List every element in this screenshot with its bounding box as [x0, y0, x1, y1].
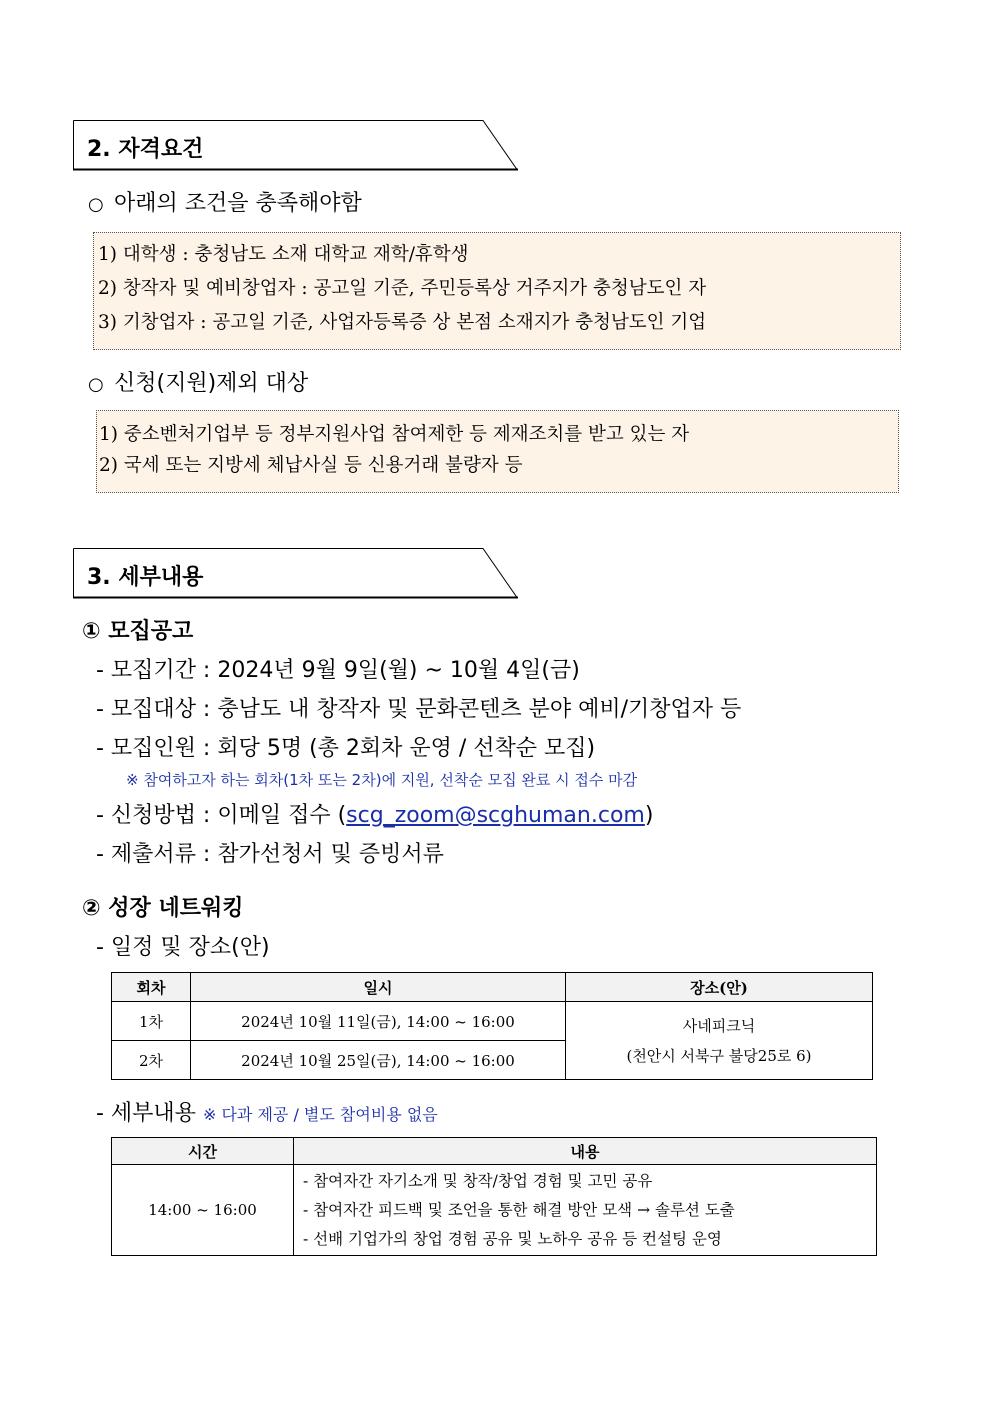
- section-2-title: 2. 자격요건: [87, 137, 204, 162]
- detail-label-line: [96, 1096, 438, 1127]
- recruit-count: - 모집인원 : 회당 5명 (총 2회차 운영 / 선착순 모집): [96, 736, 596, 761]
- detail-label: - 세부내용: [96, 1101, 196, 1126]
- email-link[interactable]: scg_zoom@scghuman.com: [346, 803, 645, 828]
- round-cell: 2차: [112, 1041, 191, 1080]
- condition-item: 3) 기창업자 : 공고일 기준, 사업자등록증 상 본점 소재지가 충청남도인 기업: [98, 312, 707, 333]
- recruit-documents: - 제출서류 : 참가선청서 및 증빙서류: [96, 842, 444, 867]
- recruit-period: - 모집기간 : 2024년 9월 9일(월) ~ 10월 4일(금): [96, 658, 580, 683]
- section-2-header: [73, 120, 518, 170]
- recruit-count-note: ※ 참여하고자 하는 회차(1차 또는 2차)에 지원, 선착순 모집 완료 시 접수 마감: [126, 771, 638, 789]
- venue-name: 사네피크닉: [682, 1016, 756, 1035]
- networking-heading: ② 성장 네트워킹: [82, 896, 244, 921]
- detail-note: ※ 다과 제공 / 별도 참여비용 없음: [202, 1105, 438, 1124]
- recruit-method-prefix: - 신청방법 : 이메일 접수 (: [96, 803, 347, 828]
- recruit-target: - 모집대상 : 충남도 내 창작자 및 문화콘텐츠 분야 예비/기창업자 등: [96, 697, 742, 722]
- table-row: [112, 1002, 873, 1041]
- content-item: - 참여자간 피드백 및 조언을 통한 해결 방안 모색 → 솔루션 도출: [303, 1200, 735, 1219]
- recruit-method-suffix: ): [644, 803, 654, 828]
- circle-bullet-icon: ○: [88, 374, 104, 395]
- round-cell: 1차: [112, 1002, 191, 1041]
- exclusions-box: [96, 410, 899, 493]
- conditions-heading-text: 아래의 조건을 충족해야함: [114, 191, 362, 216]
- col-header-content: 내용: [294, 1138, 877, 1165]
- col-header-round: 회차: [112, 973, 191, 1002]
- section-3-header: [73, 548, 518, 598]
- content-item: - 참여자간 자기소개 및 창작/창업 경험 및 고민 공유: [303, 1171, 653, 1190]
- time-cell: 14:00 ~ 16:00: [112, 1165, 294, 1256]
- conditions-heading: [88, 186, 362, 217]
- exclusion-item: 1) 중소벤처기업부 등 정부지원사업 참여제한 등 제재조치를 받고 있는 자: [99, 424, 690, 445]
- venue-address: (천안시 서북구 불당25로 6): [626, 1046, 812, 1065]
- circle-bullet-icon: ○: [88, 194, 104, 215]
- exclusion-heading-text: 신청(지원)제외 대상: [114, 371, 309, 396]
- condition-item: 1) 대학생 : 충청남도 소재 대학교 재학/휴학생: [98, 244, 469, 265]
- content-cell: [294, 1165, 877, 1256]
- exclusion-heading: [88, 366, 308, 397]
- section-3-title: 3. 세부내용: [87, 565, 204, 590]
- col-header-time: 시간: [112, 1138, 294, 1165]
- detail-table: [111, 1137, 877, 1256]
- conditions-box: [93, 232, 901, 350]
- schedule-label: - 일정 및 장소(안): [96, 935, 270, 960]
- exclusion-item: 2) 국세 또는 지방세 체납사실 등 신용거래 불량자 등: [99, 455, 523, 476]
- recruit-method: [96, 798, 653, 829]
- col-header-venue: 장소(안): [566, 973, 873, 1002]
- table-row: [112, 1165, 877, 1256]
- venue-cell: [566, 1002, 873, 1080]
- condition-item: 2) 창작자 및 예비창업자 : 공고일 기준, 주민등록상 거주지가 충청남도인 자: [98, 278, 707, 299]
- datetime-cell: 2024년 10월 11일(금), 14:00 ~ 16:00: [191, 1002, 566, 1041]
- col-header-datetime: 일시: [191, 973, 566, 1002]
- schedule-table: [111, 972, 873, 1080]
- recruit-heading: ① 모집공고: [82, 619, 194, 644]
- content-item: - 선배 기업가의 창업 경험 공유 및 노하우 공유 등 컨설팅 운영: [303, 1229, 722, 1248]
- datetime-cell: 2024년 10월 25일(금), 14:00 ~ 16:00: [191, 1041, 566, 1080]
